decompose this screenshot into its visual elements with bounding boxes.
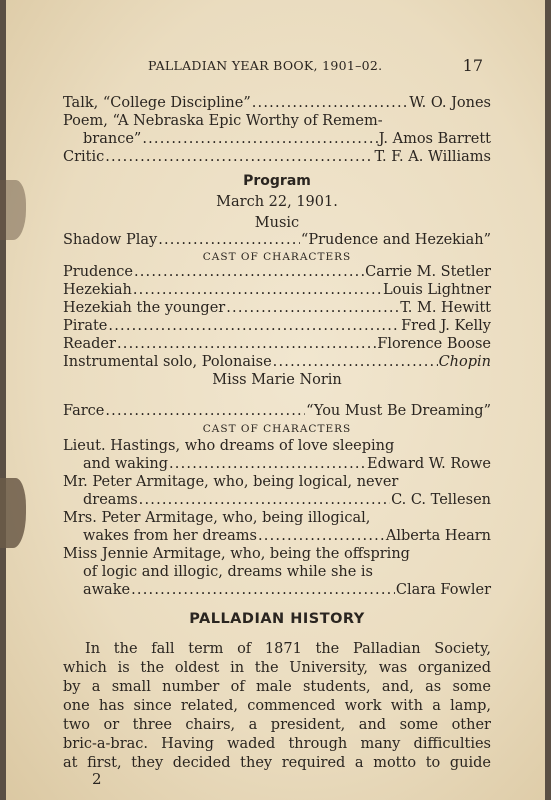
farce-cast-row: Mr. Peter Armitage, who, being logical, never xyxy=(63,474,399,490)
farce-cast-row: dreams ..... C. C. Tellesen xyxy=(83,491,491,509)
page-edge-right xyxy=(545,0,551,800)
page-damage xyxy=(0,180,26,240)
program-date: March 22, 1901. xyxy=(216,194,338,210)
history-heading: PALLADIAN HISTORY xyxy=(189,611,365,627)
page-damage xyxy=(0,478,26,548)
cast-row: Hezekiah ..... Louis Lightner xyxy=(63,281,491,299)
signature-mark: 2 xyxy=(92,770,102,788)
cast-row: Instrumental solo, Polonaise ..... Chopin xyxy=(63,353,491,371)
history-line: bric-a-brac. Having waded through many difficulties xyxy=(63,736,491,752)
farce-cast-row: and waking ..... Edward W. Rowe xyxy=(83,455,491,473)
entry-talk: Talk, “College Discipline” ..... W. O. Jones xyxy=(63,94,491,112)
cast-heading: CAST OF CHARACTERS xyxy=(202,251,352,263)
farce-cast-row: Mrs. Peter Armitage, who, being illogical, xyxy=(63,510,371,526)
history-paragraph xyxy=(63,640,491,773)
cast-row: Reader ..... Florence Boose xyxy=(63,335,491,353)
history-line: by a small number of male students, and, as some xyxy=(63,679,491,695)
entry-poem-cont: brance” ..... J. Amos Barrett xyxy=(83,130,491,148)
entry-shadow-play: Shadow Play ..... “Prudence and Hezekiah” xyxy=(63,231,491,249)
history-line: In the fall term of 1871 the Palladian Society, xyxy=(85,641,491,657)
program-heading: Program xyxy=(243,173,311,189)
history-line: at first, they decided they required a motto to guide xyxy=(63,755,491,771)
farce-cast-row: awake ..... Clara Fowler xyxy=(83,581,491,599)
history-line: two or three chairs, a president, and some other xyxy=(63,717,491,733)
farce-cast-row: wakes from her dreams ..... Alberta Hearn xyxy=(83,527,491,545)
cast-row: Prudence ..... Carrie M. Stetler xyxy=(63,263,491,281)
farce-cast-heading: CAST OF CHARACTERS xyxy=(202,423,352,435)
farce-cast-row: Miss Jennie Armitage, who, being the offspring xyxy=(63,546,410,562)
page-edge-left xyxy=(0,0,6,800)
running-title: PALLADIAN YEAR BOOK, 1901–02. xyxy=(148,58,383,73)
farce-cast-row: of logic and illogic, dreams while she is xyxy=(83,564,373,580)
performer-name: Miss Marie Norin xyxy=(212,372,342,388)
entry-critic: Critic ..... T. F. A. Williams xyxy=(63,148,491,166)
page-number: 17 xyxy=(462,56,483,75)
entry-poem: Poem, “A Nebraska Epic Worthy of Remem- xyxy=(63,113,383,129)
farce-cast-row: Lieut. Hastings, who dreams of love sleeping xyxy=(63,438,395,454)
history-line: one has since related, commenced work with a lamp, xyxy=(63,698,491,714)
history-line: which is the oldest in the University, was organized xyxy=(63,660,491,676)
entry-farce: Farce ..... “You Must Be Dreaming” xyxy=(63,402,491,420)
cast-row: Pirate ..... Fred J. Kelly xyxy=(63,317,491,335)
cast-row: Hezekiah the younger ..... T. M. Hewitt xyxy=(63,299,491,317)
program-music: Music xyxy=(254,215,300,231)
